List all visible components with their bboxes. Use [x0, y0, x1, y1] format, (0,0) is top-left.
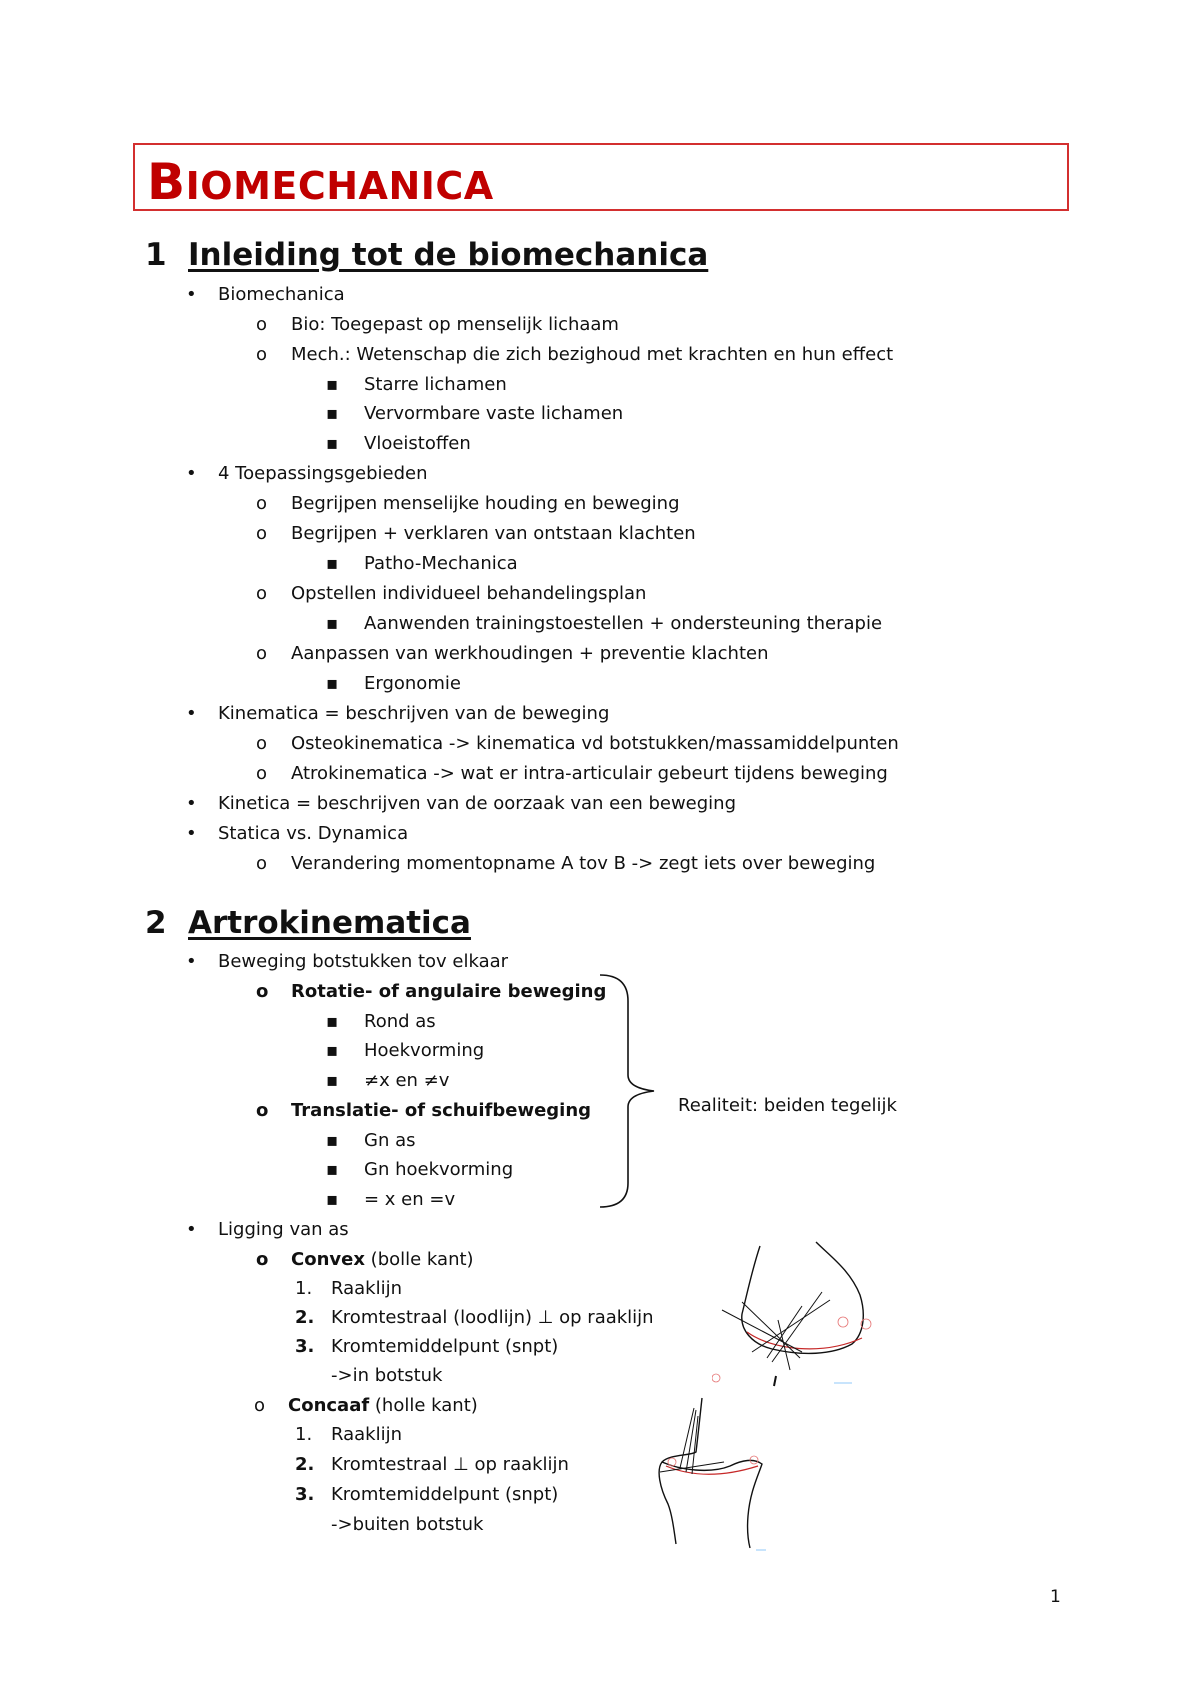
section-heading-1 [145, 237, 708, 273]
square-marker: ▪ [326, 1040, 339, 1061]
title-first-letter: B [147, 153, 186, 211]
sub-marker: o [256, 583, 268, 604]
list-item: Atrokinematica -> wat er intra-articulair gebeurt tijdens beweging [291, 763, 888, 784]
list-item [288, 1395, 478, 1417]
title-box [133, 143, 1069, 211]
bullet-marker: • [186, 284, 197, 305]
number-marker: 3. [295, 1484, 315, 1505]
square-marker: ▪ [326, 374, 339, 395]
list-item: Vervormbare vaste lichamen [364, 403, 624, 424]
bullet-marker: • [186, 793, 197, 814]
list-item: Bio: Toegepast op menselijk lichaam [291, 314, 619, 335]
concave-joint-figure [650, 1396, 780, 1556]
list-item: Aanpassen van werkhoudingen + preventie klachten [291, 643, 769, 664]
sub-marker: o [254, 1395, 266, 1416]
list-item: Starre lichamen [364, 374, 507, 395]
list-item: Beweging botstukken tov elkaar [218, 951, 509, 972]
number-marker: 1. [295, 1424, 313, 1445]
bullet-marker: • [186, 703, 197, 724]
bullet-marker: • [186, 951, 197, 972]
section-heading-2 [145, 905, 471, 941]
square-marker: ▪ [326, 433, 339, 454]
sub-marker: o [256, 314, 268, 335]
list-item: Begrijpen + verklaren van ontstaan klachten [291, 523, 696, 544]
square-marker: ▪ [326, 1189, 339, 1210]
sub-marker: o [256, 1249, 269, 1270]
number-marker: 1. [295, 1278, 313, 1299]
list-item: Gn hoekvorming [364, 1159, 514, 1180]
list-item: ->in botstuk [331, 1365, 443, 1386]
list-item: Aanwenden trainingstoestellen + ondersteuning therapie [364, 613, 883, 634]
section-title: Inleiding tot de biomechanica [188, 237, 709, 273]
sub-marker: o [256, 733, 268, 754]
square-marker: ▪ [326, 553, 339, 574]
sub-marker: o [256, 344, 268, 365]
bullet-marker: • [186, 463, 197, 484]
sub-marker: o [256, 1100, 269, 1121]
square-marker: ▪ [326, 1130, 339, 1151]
list-item: Kromtestraal (loodlijn) ⊥ op raaklijn [331, 1307, 654, 1328]
list-item: Kinematica = beschrijven van de beweging [218, 703, 610, 724]
convex-joint-figure [712, 1240, 892, 1400]
list-item: Raaklijn [331, 1278, 403, 1299]
list-item: Kromtestraal ⊥ op raaklijn [331, 1454, 569, 1475]
list-item: Kromtemiddelpunt (snpt) [331, 1484, 559, 1505]
number-marker: 3. [295, 1336, 315, 1357]
list-item: Rond as [364, 1011, 436, 1032]
list-item: Kromtemiddelpunt (snpt) [331, 1336, 559, 1357]
list-item: Vloeistoffen [364, 433, 471, 454]
brace-label: Realiteit: beiden tegelijk [678, 1095, 897, 1116]
sub-marker: o [256, 981, 269, 1002]
concaaf-note: (holle kant) [369, 1395, 478, 1416]
bullet-marker: • [186, 823, 197, 844]
list-item: = x en =v [364, 1189, 456, 1210]
sub-marker: o [256, 493, 268, 514]
square-marker: ▪ [326, 613, 339, 634]
list-item: Ligging van as [218, 1219, 349, 1240]
square-marker: ▪ [326, 673, 339, 694]
section-number: 2 [145, 905, 167, 941]
list-item: Hoekvorming [364, 1040, 485, 1061]
sub-marker: o [256, 763, 268, 784]
number-marker: 2. [295, 1454, 315, 1475]
list-item: Gn as [364, 1130, 416, 1151]
list-item: Biomechanica [218, 284, 345, 305]
concaaf-label: Concaaf [288, 1395, 370, 1416]
list-item: Patho-Mechanica [364, 553, 518, 574]
square-marker: ▪ [326, 403, 339, 424]
list-item: Osteokinematica -> kinematica vd botstukken/massamiddelpunten [291, 733, 899, 754]
convex-label: Convex [291, 1249, 365, 1270]
number-marker: 2. [295, 1307, 315, 1328]
sub-marker: o [256, 643, 268, 664]
bullet-marker: • [186, 1219, 197, 1240]
list-item: Kinetica = beschrijven van de oorzaak van een beweging [218, 793, 737, 814]
list-item: Rotatie- of angulaire beweging [291, 981, 607, 1002]
square-marker: ▪ [326, 1011, 339, 1032]
curly-brace-icon [598, 971, 658, 1211]
convex-note: (bolle kant) [364, 1249, 474, 1270]
list-item: ->buiten botstuk [331, 1514, 484, 1535]
sub-marker: o [256, 523, 268, 544]
list-item: Verandering momentopname A tov B -> zegt iets over beweging [291, 853, 876, 874]
list-item: Opstellen individueel behandelingsplan [291, 583, 647, 604]
title-rest: IOMECHANICA [185, 164, 494, 208]
list-item: 4 Toepassingsgebieden [218, 463, 428, 484]
document-title [147, 153, 494, 211]
list-item: Begrijpen menselijke houding en beweging [291, 493, 680, 514]
sub-marker: o [256, 853, 268, 874]
list-item: Raaklijn [331, 1424, 403, 1445]
list-item: Ergonomie [364, 673, 461, 694]
list-item: Translatie- of schuifbeweging [291, 1100, 592, 1121]
list-item: Statica vs. Dynamica [218, 823, 409, 844]
list-item: ≠x en ≠v [364, 1070, 450, 1091]
square-marker: ▪ [326, 1070, 339, 1091]
page-number: 1 [1050, 1587, 1061, 1607]
square-marker: ▪ [326, 1159, 339, 1180]
section-title: Artrokinematica [188, 905, 471, 941]
list-item: Mech.: Wetenschap die zich bezighoud met krachten en hun effect [291, 344, 894, 365]
list-item [291, 1249, 474, 1271]
section-number: 1 [145, 237, 167, 273]
